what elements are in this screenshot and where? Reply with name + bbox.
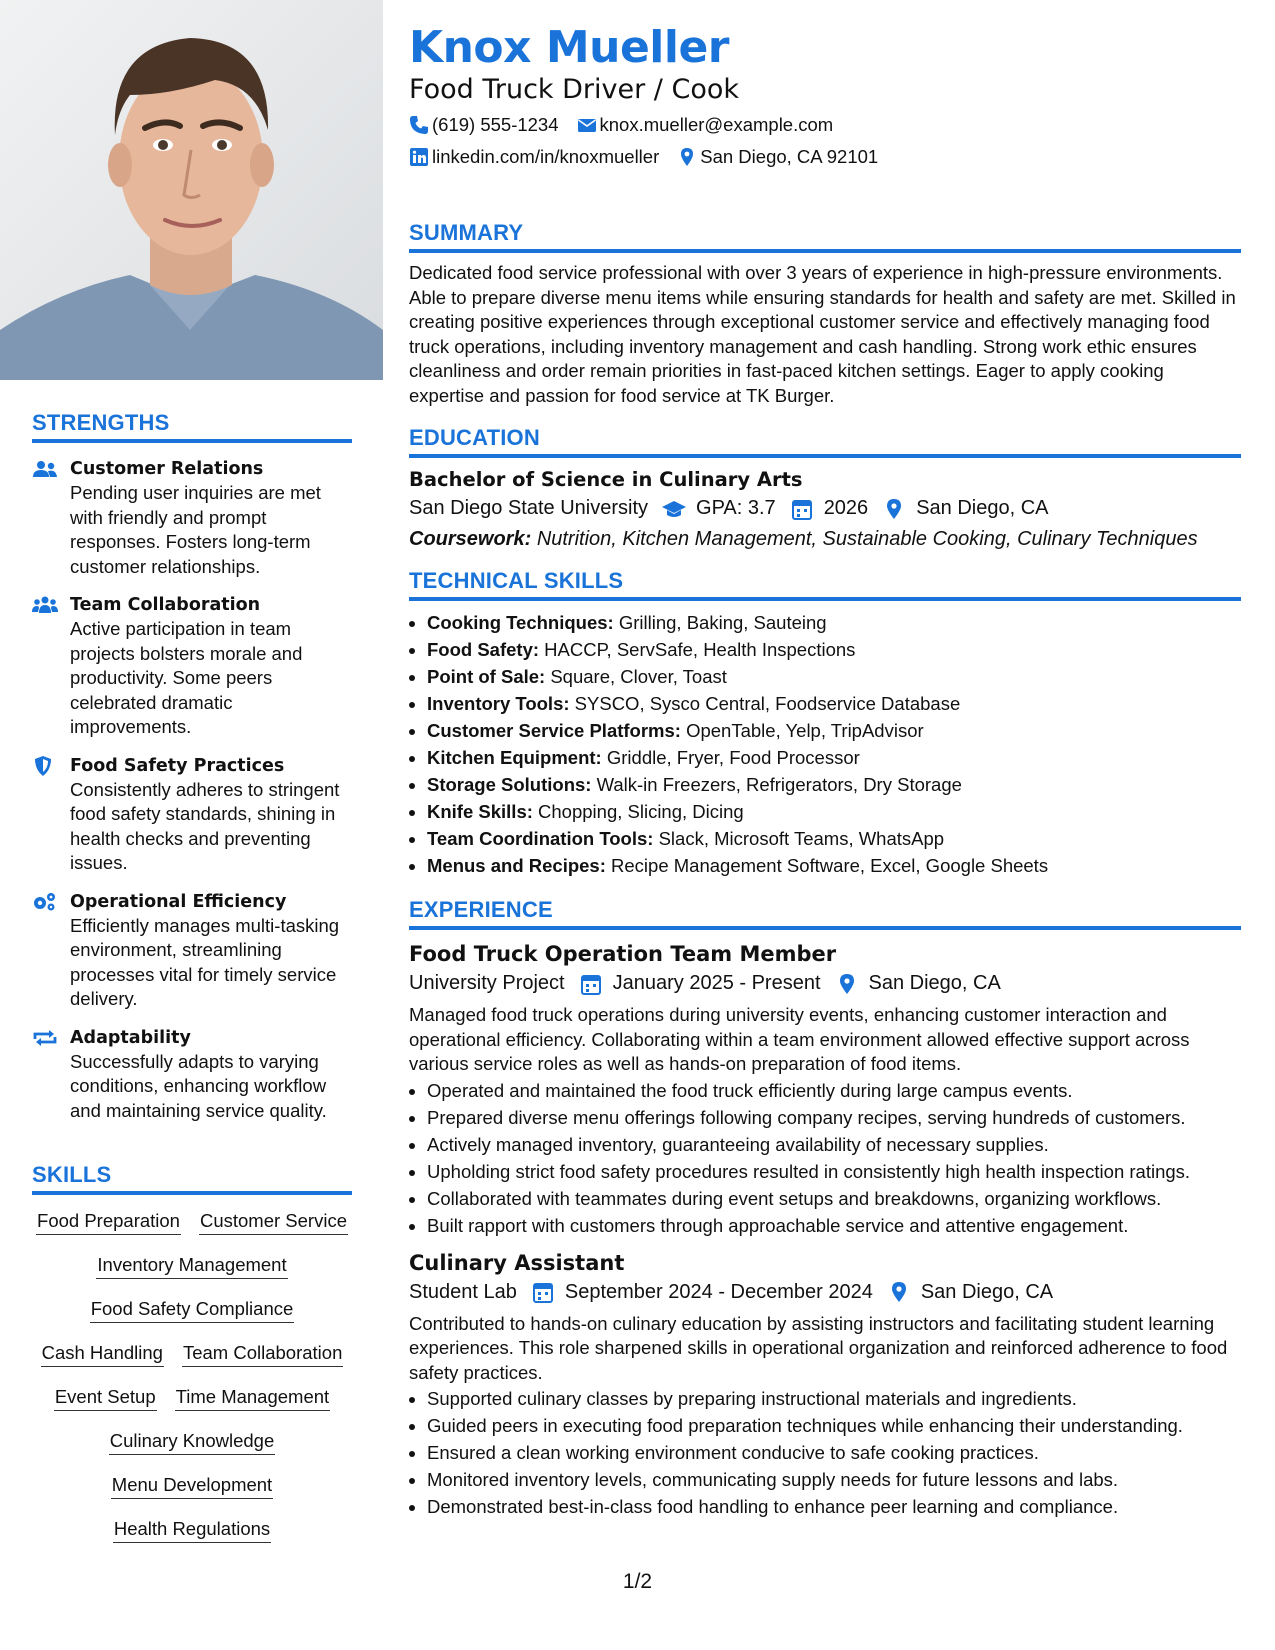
job-bullets [409,1077,1241,1239]
phone-link[interactable]: (619) 555-1234 [432,114,559,135]
job-role: Food Truck Driver / Cook [409,74,739,105]
strength-item [32,754,352,876]
list-item: • Demonstrated best-in-class food handling to enhance peer learning and compliance. [427,1493,1241,1520]
school-name: San Diego State University [409,497,649,519]
calendar-icon [531,1281,555,1303]
profile-photo [0,0,383,380]
skills-list [32,1209,352,1543]
summary-section [409,220,1241,408]
job-meta [409,972,1241,995]
summary-text: Dedicated food service professional with over 3 years of experience in high-pressure environments. Able to prepare diverse menu items while ensuring standards for health and safety are met. Skilled in creating positive experiences through exceptional customer service and effectively managing food truck operations, including inventory management and cash handling. Strong work ethic ensures cleanliness and order remain priorities in fast-paced kitchen settings. Eager to apply cooking expertise and passion for food service at TK Burger. [409,262,1236,406]
list-item: • Menus and Recipes: Recipe Management Software, Excel, Google Sheets [427,852,1241,879]
left-column [0,0,383,1650]
coursework [409,528,1241,551]
job-description: Managed food truck operations during university events, enhancing customer interaction and operational efficiency. Collaborating within a team environment allowed effective support across various service roles as well as hands-on preparation of food items. [409,1004,1190,1074]
list-item: • Storage Solutions: Walk-in Freezers, Refrigerators, Dry Storage [427,771,1241,798]
repeat-icon [32,1028,58,1048]
job-dates: September 2024 - December 2024 [564,1280,873,1303]
list-item: • Built rapport with customers through approachable service and attentive engagement. [427,1212,1241,1239]
list-item: • Customer Service Platforms: OpenTable, Yelp, TripAdvisor [427,717,1241,744]
candidate-name: Knox Mueller [409,22,730,73]
shield-icon [32,756,58,776]
experience-section [409,897,1241,1520]
strength-desc: Consistently adheres to stringent food safety standards, shining in health checks and preventing issues. [70,778,340,873]
job-entry [409,942,1241,1239]
job-meta [409,1281,1241,1304]
skill-tag: Food Preparation [36,1209,181,1235]
strength-item [32,1026,352,1124]
contact-row-2 [409,146,878,168]
job-title: Culinary Assistant [409,1250,625,1275]
strength-title: Food Safety Practices [70,755,285,776]
education-meta [409,497,1241,520]
strength-desc: Successfully adapts to varying conditions, enhancing workflow and maintaining service quality. [70,1050,327,1121]
location-text: San Diego, CA 92101 [700,146,879,167]
job-org: Student Lab [409,1280,517,1303]
list-item: • Inventory Tools: SYSCO, Sysco Central, Foodservice Database [427,690,1241,717]
list-item: • Ensured a clean working environment conducive to safe cooking practices. [427,1439,1241,1466]
email-link[interactable]: knox.mueller@example.com [599,114,834,135]
list-item: • Kitchen Equipment: Griddle, Fryer, Food Processor [427,744,1241,771]
graduation-cap-icon [662,498,686,520]
envelope-icon [577,115,597,135]
job-location: San Diego, CA [868,972,1001,994]
list-item: • Point of Sale: Square, Clover, Toast [427,663,1241,690]
strength-title: Operational Efficiency [70,891,287,912]
strengths-section [32,410,352,1123]
list-item: • Cooking Techniques: Grilling, Baking, Sauteing [427,609,1241,636]
strength-title: Team Collaboration [70,595,261,615]
experience-heading: EXPERIENCE [409,897,1241,930]
strength-desc: Active participation in team projects bolsters morale and productivity. Some peers celebrated dramatic improvements. [70,618,303,737]
page-number: 1/2 [622,1570,653,1593]
list-item: • Supported culinary classes by preparing instructional materials and ingredients. [427,1385,1241,1412]
gears-icon [32,892,58,912]
skill-tag: Culinary Knowledge [109,1429,276,1455]
job-description: Contributed to hands-on culinary education by assisting instructors and facilitating student learning experiences. This role sharpened skills in operational organization and reinforced adherence to food safety practices. [409,1312,1228,1383]
degree-title: Bachelor of Science in Culinary Arts [409,468,803,491]
technical-skills-heading: TECHNICAL SKILLS [409,568,1241,601]
coursework-label: Coursework: [409,528,532,550]
job-dates: January 2025 - Present [612,972,821,994]
strength-title: Adaptability [70,1027,191,1048]
list-item: • Knife Skills: Chopping, Slicing, Dicing [427,798,1241,825]
users-icon [32,459,58,479]
strengths-heading: STRENGTHS [32,410,352,443]
calendar-icon [579,973,603,995]
skill-tag: Time Management [175,1385,331,1411]
job-org: University Project [409,972,565,994]
skill-tag: Customer Service [199,1209,348,1235]
list-item: • Collaborated with teammates during event setups and breakdowns, organizing workflows. [427,1185,1241,1212]
list-item: • Team Coordination Tools: Slack, Microsoft Teams, WhatsApp [427,825,1241,852]
linkedin-icon [409,147,429,167]
technical-skills-section [409,568,1241,879]
skill-tag: Food Safety Compliance [90,1297,295,1323]
gpa: GPA: 3.7 [696,497,776,519]
list-item: • Operated and maintained the food truck efficiently during large campus events. [427,1077,1241,1104]
strength-item [32,890,352,1012]
job-title: Food Truck Operation Team Member [409,942,837,966]
list-item: • Food Safety: HACCP, ServSafe, Health Inspections [427,636,1241,663]
job-entry [409,1251,1241,1521]
graduation-year: 2026 [823,497,869,519]
list-item: • Upholding strict food safety procedures resulted in consistently high health inspection ratings. [427,1158,1241,1185]
skills-section [32,1162,352,1561]
contact-row-1 [409,114,833,136]
skill-tag: Health Regulations [113,1517,271,1543]
skill-tag: Menu Development [111,1473,273,1499]
school-location: San Diego, CA [916,497,1049,519]
list-item: • Prepared diverse menu offerings following company recipes, serving hundreds of customers. [427,1104,1241,1131]
summary-heading: SUMMARY [409,220,1241,253]
job-location: San Diego, CA [920,1280,1054,1303]
linkedin-link[interactable]: linkedin.com/in/knoxmueller [432,146,660,167]
skill-tag: Inventory Management [96,1253,287,1279]
location-pin-icon [887,1281,911,1303]
technical-skills-list [409,609,1241,879]
location-pin-icon [677,147,697,167]
education-section [409,425,1241,551]
list-item: • Guided peers in executing food preparation techniques while enhancing their understanding. [427,1412,1241,1439]
skill-tag: Event Setup [54,1385,157,1411]
location-pin-icon [835,973,859,995]
coursework-text: Nutrition, Kitchen Management, Sustainable Cooking, Culinary Techniques [536,528,1198,550]
team-icon [32,595,58,615]
list-item: • Actively managed inventory, guaranteeing availability of necessary supplies. [427,1131,1241,1158]
education-heading: EDUCATION [409,425,1241,458]
list-item: • Monitored inventory levels, communicating supply needs for future lessons and labs. [427,1466,1241,1493]
strength-desc: Pending user inquiries are met with friendly and prompt responses. Fosters long-term customer relationships. [70,482,321,577]
location-pin-icon [882,498,906,520]
phone-icon [409,115,429,135]
skills-heading: SKILLS [32,1162,352,1195]
strength-title: Customer Relations [70,459,264,479]
calendar-icon [790,498,814,520]
strength-item [32,457,352,579]
skill-tag: Cash Handling [41,1341,164,1367]
strength-desc: Efficiently manages multi-tasking environment, streamlining processes vital for timely service delivery. [70,914,340,1009]
skill-tag: Team Collaboration [182,1341,343,1367]
strength-item [32,593,352,740]
job-bullets [409,1385,1241,1520]
